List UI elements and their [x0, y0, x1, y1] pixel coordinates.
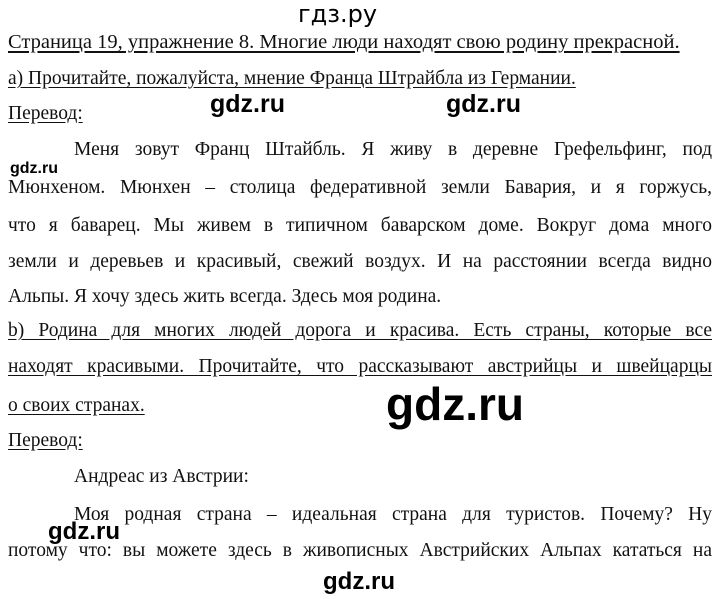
paragraph-line: Мюнхеном. Мюнхен – столица федеративной земли Бавария, и я горжусь, — [8, 177, 712, 198]
paragraph-line: потому что: вы можете здесь в живописных Австрийских Альпах кататься на — [8, 540, 712, 561]
speaker-label: Андреас из Австрии: — [74, 466, 249, 487]
task-b-line: находят красивыми. Прочитайте, что рассказывают австрийцы и швейцарцы — [8, 356, 712, 377]
paragraph-line: Альпы. Я хочу здесь жить всегда. Здесь моя родина. — [8, 286, 442, 307]
task-a: a) Прочитайте, пожалуйста, мнение Франца Штрайбла из Германии. — [8, 68, 576, 89]
paragraph-line: Моя родная страна – идеальная страна для туристов. Почему? Ну — [74, 504, 712, 525]
paragraph-line: земли и деревьев и красивый, свежий воздух. И на расстоянии всегда видно — [8, 251, 712, 272]
translation-label: Перевод: — [8, 430, 83, 451]
translation-label: Перевод: — [8, 103, 83, 124]
task-b-line: о своих странах. — [8, 395, 145, 416]
site-watermark: gdz.ru — [10, 160, 58, 177]
site-watermark: gdz.ru — [446, 90, 521, 118]
site-watermark: gdz.ru — [48, 518, 120, 545]
task-b-line: b) Родина для многих людей дорога и красива. Есть страны, которые все — [8, 320, 712, 341]
exercise-title: Страница 19, упражнение 8. Многие люди находят свою родину прекрасной. — [8, 31, 680, 53]
site-watermark-header: гдз.ру — [298, 0, 378, 28]
paragraph-line: Меня зовут Франц Штайбль. Я живу в деревне Грефельфинг, под — [74, 139, 712, 160]
site-watermark: gdz.ru — [386, 378, 524, 430]
site-watermark: gdz.ru — [210, 90, 285, 118]
paragraph-line: что я баварец. Мы живем в типичном баварском доме. Вокруг дома много — [8, 215, 712, 236]
site-watermark: gdz.ru — [323, 568, 395, 595]
